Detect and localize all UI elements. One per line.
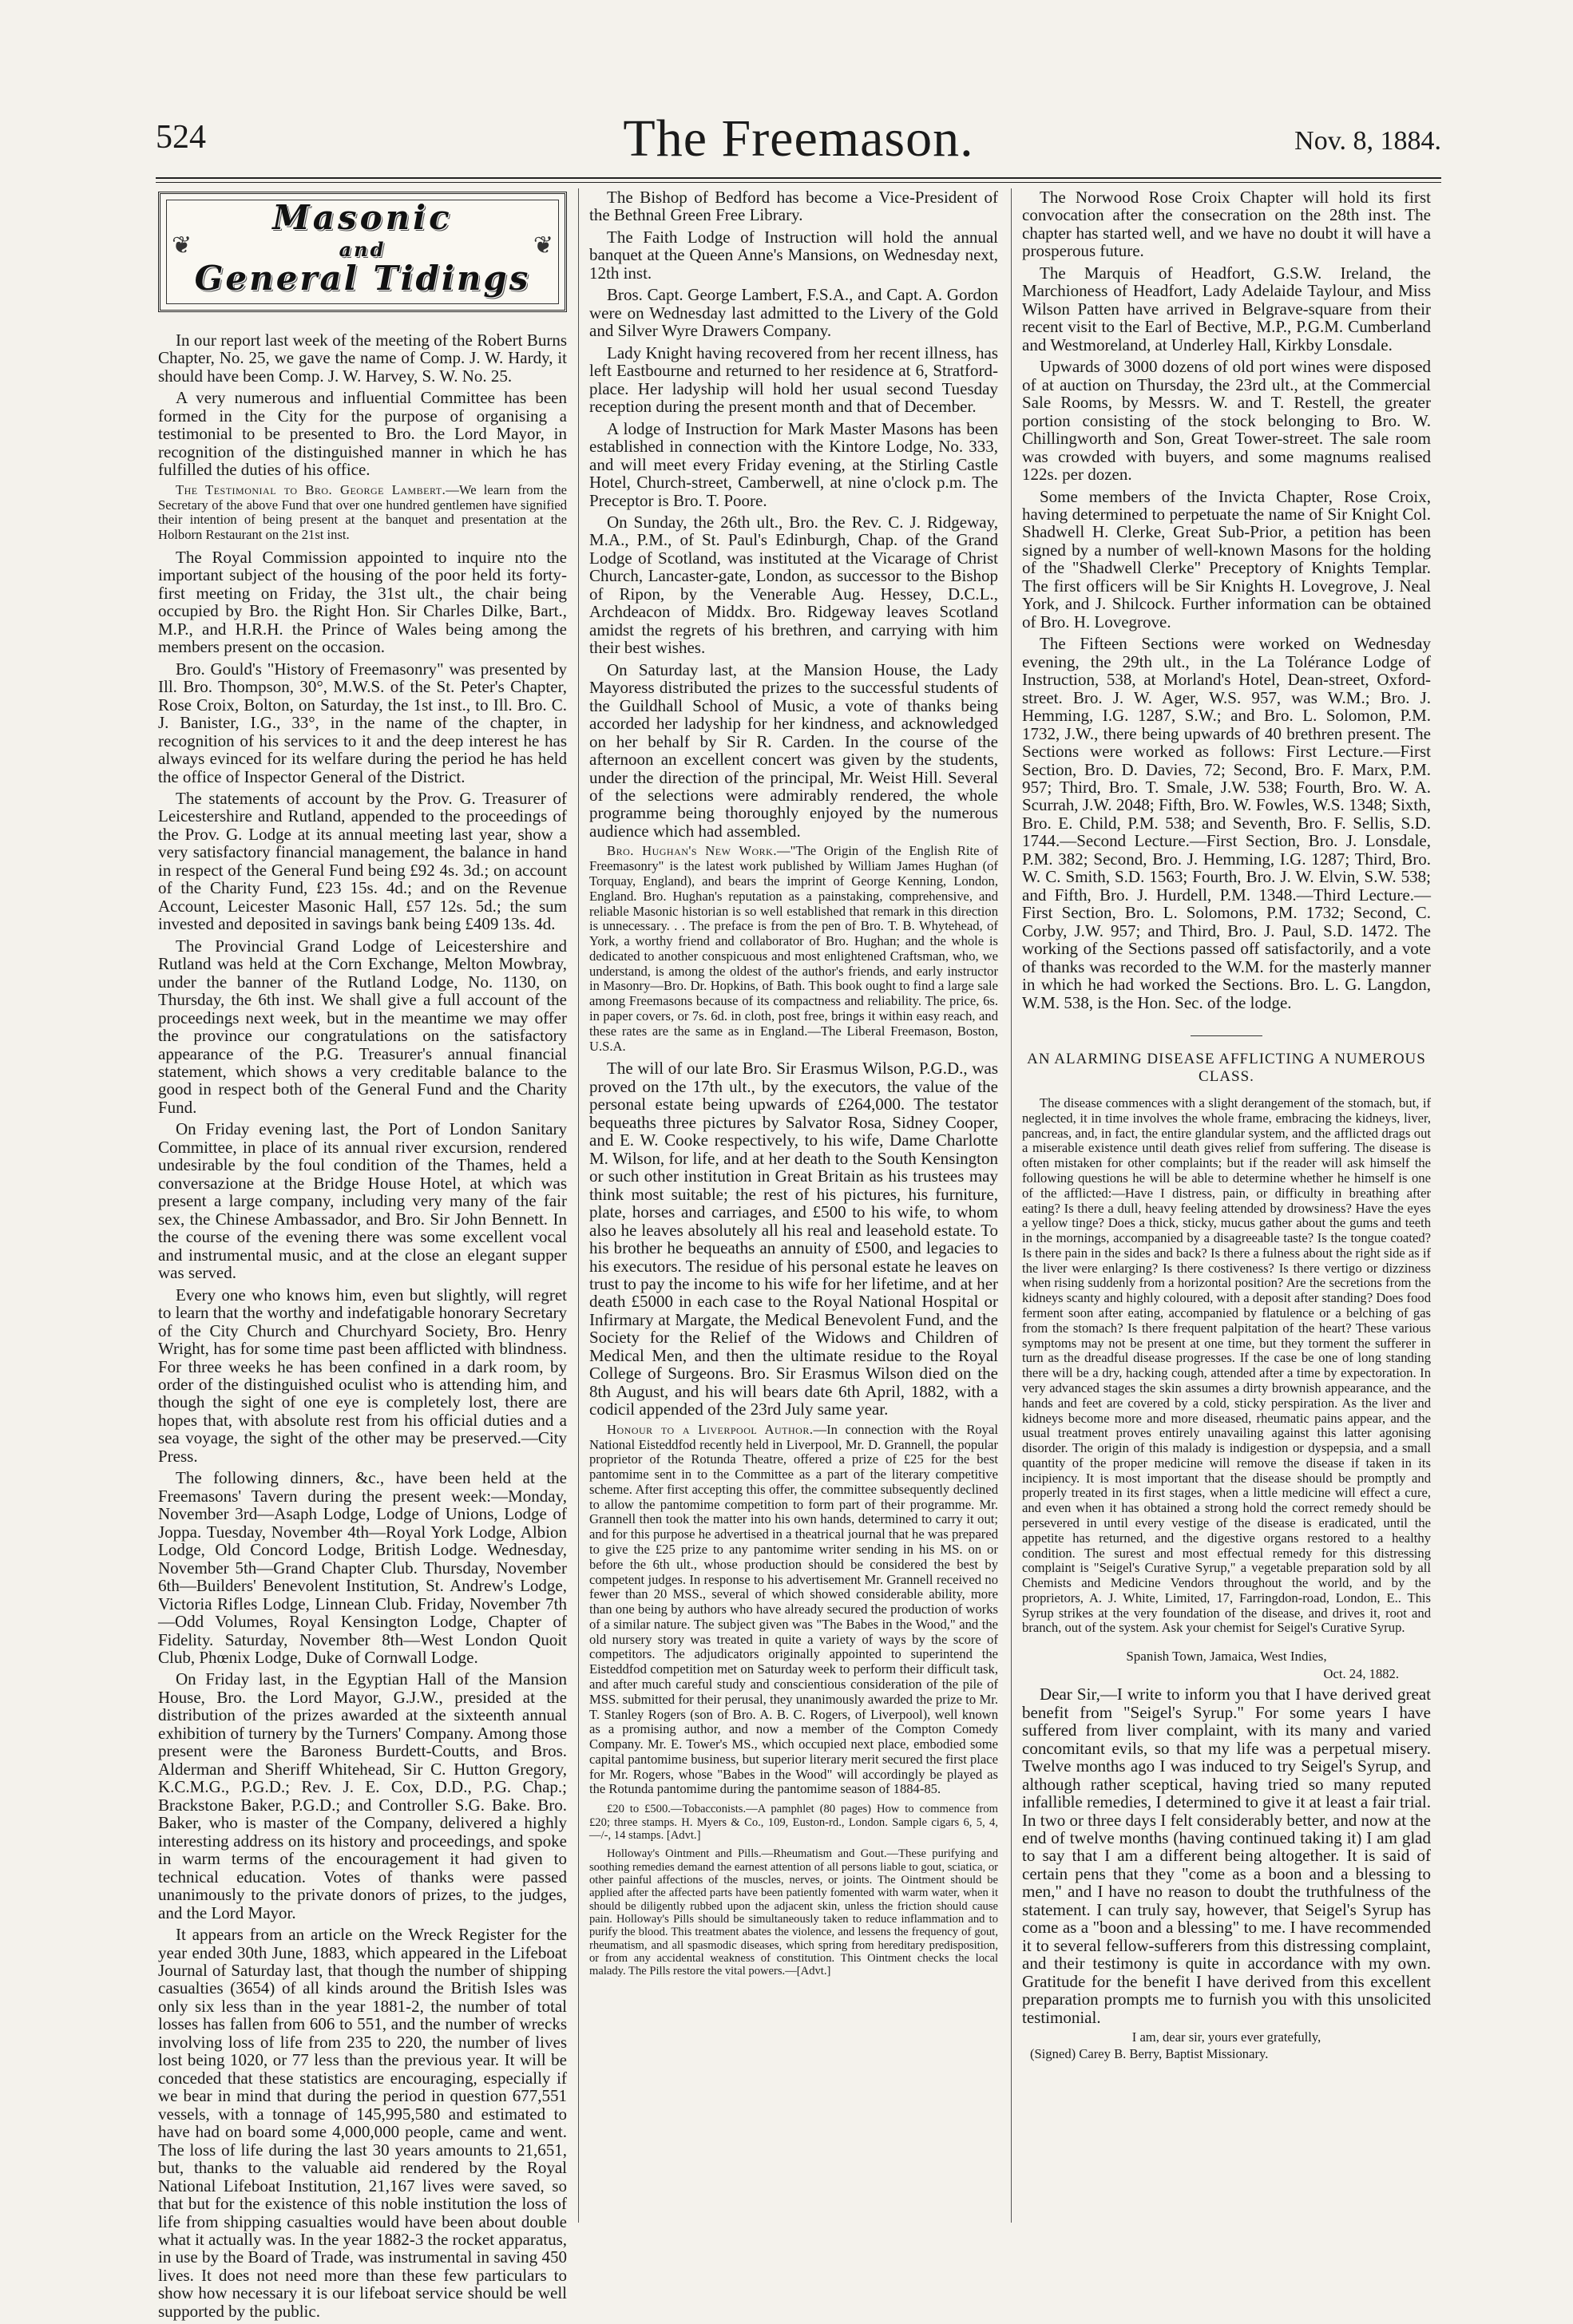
- article-paragraph: [158, 483, 567, 543]
- article-paragraph: The Royal Commission appointed to inquire nto the important subject of the housing of the poor held its forty-first meeting on Friday, the 31st ult., the chair being occupied by Bro. the Right Hon. Sir Charles Dilke, Bart., M.P., and H.R.H. the Prince of Wales being among the members present on the occasion.: [158, 547, 567, 657]
- article-paragraph: The Fifteen Sections were worked on Wednesday evening, the 29th ult., in the La Tolérance Lodge of Instruction, 538, at Morland's Hotel, Dean-street, Oxford-street. Bro. J. W. Ager, W.S. 957, was W.M.; Bro. J. Hemming, I.G. 1287, S.W.; and Bro. L. Solomon, P.M. 1732, J.W., there being upwards of 40 brethren present. The Sections were worked as follows: First Lecture.—First Section, Bro. D. Davies, 72; Second, Bro. F. Marx, P.M. 957; Third, Bro. T. Smale, J.W. 538; Fourth, Bro. W. A. Scurrah, J.W. 2048; Fifth, Bro. W. Fowles, W.S. 1348; Sixth, Bro. E. Child, P.M. 538; and Seventh, Bro. F. Sellis, S.D. 1744.—Second Lecture.—First Section, Bro. J. Lonsdale, P.M. 382; Second, Bro. J. Hemming, I.G. 1287; Third, Bro. W. C. Smith, S.D. 1563; Fourth, Bro. J. W. Elvin, S.W. 538; and Fifth, Bro. J. Hurdell, P.M. 1348.—Third Lecture.—First Section, Bro. L. Solomons, P.M. 1732; Second, C. Corby, J.W. 957; and Third, Bro. J. Paul, S.D. 1472. The working of the Sections passed off satisfactorily, and a vote of thanks was recorded to the W.M. for the masterly manner in which he had worked the Sections. Bro. L. G. Langdon, W.M. 538, is the Hon. Sec. of the lodge.: [1022, 634, 1431, 1012]
- newspaper-title: The Freemason.: [623, 109, 974, 168]
- column-divider: [1011, 188, 1012, 2223]
- heading-word-and: and: [339, 238, 386, 261]
- letter-body: Dear Sir,—I write to inform you that I have derived great benefit from "Seigel's Syrup." For some years I have suffered from liver complaint, with its many and varied concomitant evils, so that my life was a perpetual misery. Twelve months ago I was induced to try Seigel's Syrup, and although rather sceptical, having tried so many reputed infallible remedies, I determined to give it at least a fair trial. In two or three days I felt considerably better, and now at the end of twelve months (having continued taking it) I am glad to say that I am a different being altogether. It is said of certain pens that they "come as a boon and a blessing to men," and I have no reason to doubt the truthfulness of the statement. I can truly say, however, that Seigel's Syrup has come as a "boon and a blessing" to me. I have recommended it to several fellow-sufferers from this distressing complaint, and their testimony is quite in accordance with my own. Gratitude for the benefit I have derived from this excellent preparation prompts me to furnish you with this unsolicited testimonial.: [1022, 1685, 1431, 2027]
- article-paragraph: The Faith Lodge of Instruction will hold the annual banquet at the Queen Anne's Mansions, on Wednesday next, 12th inst.: [589, 227, 998, 283]
- advertisement-title: AN ALARMING DISEASE AFFLICTING A NUMEROUS CLASS.: [1027, 1051, 1426, 1085]
- article-paragraph: The Marquis of Headfort, G.S.W. Ireland, the Marchioness of Headfort, Lady Adelaide Taylour, and Miss Wilson Patten have arrived in Belgrave-square from their recent visit to the Earl of Bective, M.P., P.G.M. Cumberland and Westmoreland, at Underley Hall, Kirkby Lonsdale.: [1022, 263, 1431, 354]
- letter-date: Oct. 24, 1882.: [1323, 1666, 1399, 1682]
- article-paragraph: The following dinners, &c., have been held at the Freemasons' Tavern during the present week:—Monday, November 3rd—Asaph Lodge, Lodge of Unions, Lodge of Joppa. Tuesday, November 4th—Royal York Lodge, Albion Lodge, Old Concord Lodge, British Lodge. Wednesday, November 5th—Grand Chapter Club. Thursday, November 6th—Builders' Benevolent Institution, St. Andrew's Lodge, Victoria Rifles Lodge, Linnean Club. Friday, November 7th—Odd Volumes, Royal Kensington Lodge, Chapter of Fidelity. Saturday, November 8th—West London Quoit Club, Phœnix Lodge, Duke of Cornwall Lodge.: [158, 1468, 567, 1667]
- masthead-rule-thin: [156, 182, 1441, 183]
- heading-word-general-tidings: General Tidings: [194, 259, 531, 298]
- article-paragraph: Every one who knows him, even but slightly, will regret to learn that the worthy and indefatigable honorary Secretary of the City Church and Churchyard Society, Bro. Henry Wright, has for some time past been afflicted with blindness. For three weeks he has been confined in a dark room, by order of the distinguished oculist who is attending him, and though the sight of one eye is completely lost, there are hopes that, with absolute rest from his official duties and a sea voyage, the sight of the other may be preserved.—City Press.: [158, 1285, 567, 1466]
- article-text: —We learn from the Secretary of the above Fund that over one hundred gentlemen have signified their intention of being present at the banquet and presentation at the Holborn Restaurant on the 21st inst.: [158, 481, 567, 543]
- ornament-icon: ❦: [533, 232, 553, 259]
- article-paragraph: The Norwood Rose Croix Chapter will hold its first convocation after the consecration on the 28th inst. The chapter has started well, and we have no doubt it will have a prosperous future.: [1022, 188, 1431, 261]
- advertisement: Holloway's Ointment and Pills.—Rheumatism and Gout.—These purifying and soothing remedies demand the earnest attention of all persons liable to gout, sciatica, or other painful affections of the muscles, nerves, or joints. The Ointment should be applied after the affected parts have been patiently fomented with warm water, when it should be diligently rubbed upon the adjacent skin, unless the friction should cause pain. Holloway's Pills should be simultaneously taken to reduce inflammation and to purify the blood. This treatment abates the violence, and lessens the frequency of gout, rheumatism, and all spasmodic diseases, which spring from hereditary predisposition, or from any accidental weakness of constitution. This Ointment checks the local malady. The Pills restore the vital powers.—[Advt.]: [589, 1847, 998, 1978]
- article-paragraph: On Saturday last, at the Mansion House, the Lady Mayoress distributed the prizes to the successful students of the Guildhall School of Music, a vote of thanks being accorded her ladyship for her kindness, and acknowledged on her behalf by Sir R. Carden. In the course of the afternoon an excellent concert was given by the students, under the direction of the principal, Mr. Weist Hill. Several of the selections were admirably rendered, the whole programme being thoroughly enjoyed by the numerous audience which had assembled.: [589, 659, 998, 841]
- column-left: [158, 188, 567, 2324]
- article-paragraph: On Friday evening last, the Port of London Sanitary Committee, in place of its annual river excursion, rendered undesirable by the foul condition of the Thames, held a conversazione at the Bridge House Hotel, at which was present a large company, including very many of the fair sex, the Chinese Ambassador, and Bro. Sir John Bennett. In the course of the evening there was some excellent vocal and instrumental music, and at the close an elegant supper was served.: [158, 1119, 567, 1283]
- letter-signature: (Signed) Carey B. Berry, Baptist Missionary.: [1030, 2045, 1269, 2061]
- article-paragraph: The Provincial Grand Lodge of Leicestershire and Rutland was held at the Corn Exchange, Melton Mowbray, under the banner of the Rutland Lodge, No. 1130, on Thursday, the 6th inst. We shall give a full account of the proceedings next week, but in the meantime we may offer the province our congratulations on the satisfactory appearance of the P.G. Treasurer's annual financial statement, which shows a very creditable balance to the good in respect both of the General Fund and the Charity Fund.: [158, 936, 567, 1117]
- article-paragraph: A very numerous and influential Committee has been formed in the City for the purpose of organising a testimonial to be presented to Bro. the Lord Mayor, in recognition of the distinguished manner in which he has fulfilled the duties of his office.: [158, 388, 567, 480]
- heading-word-masonic: Masonic: [272, 198, 453, 237]
- article-paragraph: On Sunday, the 26th ult., Bro. the Rev. C. J. Ridgeway, M.A., P.M., of St. Paul's Edinburgh, Chap. of the Grand Lodge of Scotland, was instituted at the Vicarage of Christ Church, Lancaster-gate, London, as successor to the Bishop of Ripon, by the Venerable Aug. Hessey, D.C.L., Archdeacon of Middx. Bro. Ridgeway leaves Scotland amidst the regrets of his brethren, and carrying with him their best wishes.: [589, 512, 998, 658]
- article-paragraph: It appears from an article on the Wreck Register for the year ended 30th June, 1883, which appeared in the Lifeboat Journal of Saturday last, that though the number of shipping casualties (3654) of all kinds around the British Isles was only six less than in the year 1881-2, the number of total losses has fallen from 606 to 551, and the number of wrecks involving loss of life from 235 to 220, the number of lives lost being 1020, or 77 less than the previous year. It will be conceded that these statistics are encouraging, especially if we bear in mind that during the period in question 677,551 vessels, with a tonnage of 145,995,580 and estimated to have had on board some 4,000,000 people, came and went. The loss of life during the last 30 years amounts to 21,651, but, thanks to the valuable aid rendered by the Royal National Lifeboat Institution, 21,167 lives were saved, so that but for the existence of this noble institution the loss of life from shipping casualties would have been about double what it actually was. In the year 1882-3 the rocket apparatus, in use by the Board of Trade, was instrumental in saving 450 lives. It does not need more than these few particulars to show how necessary it is our lifeboat service should be well supported by the public.: [158, 1925, 567, 2321]
- article-text: —"The Origin of the English Rite of Freemasonry" is the latest work published by William James Hughan (of Torquay, England), and bears the imprint of George Kenning, London, England. Bro. Hughan's reputation as a painstaking, comprehensive, and reliable Masonic historian is so well established that remark in this direction is unnecessary. . . The preface is from the pen of Bro. T. B. Whytehead, of York, a worthy friend and collaborator of Bro. Hughan; and the whole is dedicated to another conspicuous and most enlightened Craftsman, who, we understand, is among the oldest of the author's friends, and early instructor in Masonry—Bro. Dr. Hopkins, of Bath. This book ought to find a large sale among Freemasons because of its compactness and reliability. The price, 6s. in paper covers, or 7s. 6d. in cloth, post free, brings it within easy reach, and these rates are the same as in England.—The Liberal Freemason, Boston, U.S.A.: [589, 843, 999, 1054]
- article-paragraph: [589, 844, 998, 1054]
- article-paragraph: Upwards of 3000 dozens of old port wines were disposed of at auction on Thursday, the 23rd ult., at the Commercial Sale Rooms, by Messrs. W. and T. Restell, the greater portion consisting of the stock belonging to Bro. W. Chillingworth and Son, Great Tower-street. The sale room was crowded with buyers, and some magnums realised 122s. per dozen.: [1022, 357, 1431, 485]
- article-paragraph: The Bishop of Bedford has become a Vice-President of the Bethnal Green Free Library.: [589, 188, 998, 225]
- column-middle: [589, 188, 998, 1984]
- masonic-general-tidings-heading: [158, 192, 567, 312]
- letter-dateline: Spanish Town, Jamaica, West Indies,: [1126, 1649, 1327, 1665]
- article-paragraph: Lady Knight having recovered from her recent illness, has left Eastbourne and returned to her residence at 6, Stratford-place. Her ladyship will hold her usual second Tuesday reception during the present month and that of December.: [589, 342, 998, 417]
- article-paragraph: Bros. Capt. George Lambert, F.S.A., and Capt. A. Gordon were on Wednesday last admitted to the Livery of the Gold and Silver Wyre Drawers Company.: [589, 285, 998, 341]
- advertisement-paragraph: The disease commences with a slight derangement of the stomach, but, if neglected, it in time involves the whole frame, embracing the kidneys, liver, pancreas, and, in fact, the entire glandular system, and the afflicted drags out a miserable existence until death gives relief from suffering. The disease is often mistaken for other complaints; but if the reader will ask himself the following questions he will be able to determine whether he himself is one of the afflicted:—Have I distress, pain, or difficulty in breathing after eating? Is there a dull, heavy feeling attended by drowsiness? Have the eyes a yellow tinge? Does a thick, sticky, mucus gather about the gums and teeth in the mornings, accompanied by a disagreeable taste? Is the tongue coated? Is there pain in the sides and back? Is there a fulness about the right side as if the liver were enlarging? Is there costiveness? Is there vertigo or dizziness when rising suddenly from a horizontal position? Are the secretions from the kidneys scanty and highly coloured, with a deposit after standing? Does food ferment soon after eating, accompanied by flatulence or a belching of gas from the stomach? Is there frequent palpitation of the heart? These various symptoms may not be present at one time, but they torment the sufferer in turn as the dreadful disease progresses. If the case be one of long standing there will be a dry, hacking cough, attended after a time by expectoration. In very advanced stages the skin assumes a dirty brownish appearance, and the hands and feet are covered by a cold, sticky perspiration. As the liver and kidneys become more and more diseased, rheumatic pains appear, and the usual treatment proves entirely unavailing against this latter agonising disorder. The origin of this malady is indigestion or dyspepsia, and a small quantity of the proper medicine will remove the disease if taken in its incipiency. It is most important that the disease should be promptly and properly treated in its first stages, when a little medicine will effect a cure, and even when it has obtained a strong hold the correct remedy should be persevered in until every vestige of the disease is eradicated, until the appetite has returned, and the digestive organs restored to a healthy condition. The surest and most effectual remedy for this distressing complaint is "Seigel's Curative Syrup," a vegetable preparation sold by all Chemists and Medicine Vendors throughout the world, and by the proprietors, A. J. White, Limited, 17, Farringdon-road, London, E.. This Syrup strikes at the very foundation of the disease, and drives it, root and branch, out of the system. Ask your chemist for Seigel's Curative Syrup.: [1022, 1095, 1431, 1636]
- article-paragraph: A lodge of Instruction for Mark Master Masons has been established in connection with the Kintore Lodge, No. 333, and will meet every Friday evening, at the Stirling Castle Hotel, Church-street, Camberwell, at nine o'clock p.m. The Preceptor is Bro. T. Poore.: [589, 418, 998, 510]
- article-run-in-head: The Testimonial to Bro. George Lambert.: [176, 481, 446, 497]
- article-run-in-head: Honour to a Liverpool Author.: [607, 1421, 814, 1437]
- page-number: 524: [156, 119, 206, 156]
- advertisement-heading: [1022, 1035, 1431, 1085]
- letter-closing: I am, dear sir, yours ever gratefully,: [1131, 2029, 1321, 2045]
- article-paragraph: The statements of account by the Prov. G. Treasurer of Leicestershire and Rutland, appended to the proceedings of the Prov. G. Lodge at its annual meeting last year, show a very satisfactory financial management, the balance in hand in respect of the General Fund being £92 4s. 3d.; on account of the Charity Fund, £23 15s. 4d.; and on the Revenue Account, Leicester Masonic Hall, £57 12s. 5d.; the sum invested and deposited in savings bank being £409 13s. 4d.: [158, 788, 567, 934]
- article-paragraph: The will of our late Bro. Sir Erasmus Wilson, P.G.D., was proved on the 17th ult., by the executors, the value of the personal estate being upwards of £264,000. The testator bequeaths three pictures by Salvator Rosa, Sidney Cooper, and E. W. Cooke respectively, to his wife, Dame Charlotte M. Wilson, for life, and at her death to the South Kensington or such other institution in Great Britain as his trustees may think most suitable; the rest of his pictures, his furniture, plate, horses and carriages, and £500 to his wife, to whom also he leaves absolutely all his real and leasehold estate. To his brother he bequeaths an annuity of £500, and legacies to his executors. The residue of his personal estate he leaves on trust to pay the income to his wife for her lifetime, and at her death £5000 in each case to the Royal National Hospital or Infirmary at Margate, the Medical Benevolent Fund, and the Society for the Relief of the Widows and Children of Medical Men, and then the ultimate residue to the Royal College of Surgeons. Bro. Sir Erasmus Wilson died on the 8th August, and his will bears date 6th April, 1882, with a codicil appended of the 23rd July same year.: [589, 1059, 999, 1419]
- article-paragraph: In our report last week of the meeting of the Robert Burns Chapter, No. 25, we gave the name of Comp. J. W. Hardy, it should have been Comp. J. W. Harvey, S. W. No. 25.: [158, 331, 567, 386]
- article-paragraph: [589, 1423, 998, 1798]
- ornament-icon: ❦: [172, 232, 192, 259]
- article-text: —In connection with the Royal National Eisteddfod recently held in Liverpool, Mr. D. Grannell, the popular proprietor of the Rotunda Theatre, offered a prize of £25 for the best pantomime sent in to the Committee as a part of the literary competitive scheme. After first accepting this offer, the committee subsequently declined to allow the pantomime competition to form part of their programme. Mr. Grannell then took the matter into his own hands, determined to carry it out; and for this purpose he advertised in a theatrical journal that he was prepared to give the £25 prize to any pantomime writer sending in his MS. on or before the 6th ult., whose production should be considered the best by competent judges. In response to his advertisement Mr. Grannell received no fewer than 20 MSS., several of which showed considerable ability, more than one being by authors who have already secured the production of works of a similar nature. The subject given was "The Babes in the Wood," and the old nursery story was treated in quite a variety of ways by the score of competitors. The adjudicators originally appointed to superintend the Eisteddfod competition met on Saturday week to perform their difficult task, and after much careful study and conscientious consideration of the pile of MSS. submitted for their perusal, they unanimously awarded the prize to Mr. T. Stanley Rogers (son of Bro. A. B. C. Rogers, of Liverpool), well known as a promising author, and now a member of the Compton Comedy Company. Mr. E. Tower's MS., which occupied next place, embodied some capital pantomime business, but superior literary merit secured the first place for Mr. Rogers, whose "Babes in the Wood" will accordingly be played as the Rotunda pantomime during the pantomime season of 1884-85.: [589, 1421, 998, 1797]
- advertisement: £20 to £500.—Tobacconists.—A pamphlet (80 pages) How to commence from £20; three stamps. H. Myers & Co., 109, Euston-rd., London. Sample cigars 6, 5, 4,—/-, 14 stamps. [Advt.]: [589, 1803, 998, 1842]
- masthead: [156, 109, 1441, 174]
- article-paragraph: On Friday last, in the Egyptian Hall of the Mansion House, Bro. the Lord Mayor, G.J.W., presided at the distribution of the prizes awarded at the sixteenth annual exhibition of turnery by the Turners' Company. Among those present were the Baroness Burdett-Coutts, and Bros. Alderman and Sheriff Whitehead, Sir C. Hutton Gregory, K.C.M.G., P.G.D.; Rev. J. E. Cox, D.D., P.G. Chap.; Brackstone Baker, P.G.D.; and Controller S.G. Bake. Bro. Baker, who is master of the Company, delivered a highly interesting address on its history and proceedings, and spoke in warm terms of the encouragement it had given to technical education. Votes of thanks were passed unanimously to the private donors of prizes, to the judges, and the Lord Mayor.: [158, 1669, 567, 1922]
- column-right: [1022, 188, 1431, 2068]
- article-paragraph: Some members of the Invicta Chapter, Rose Croix, having determined to perpetuate the name of Sir Knight Col. Shadwell H. Clerke, Great Sub-Prior, a petition has been signed by a number of well-known Masons for the holding of the "Shadwell Clerke" Preceptory of Knights Templar. The first officers will be Sir Knights H. Lovegrove, J. Neal York, and J. Shilcock. Further information can be obtained of Bro. H. Lovegrove.: [1022, 486, 1431, 631]
- article-run-in-head: Bro. Hughan's New Work.: [607, 843, 777, 859]
- column-divider: [578, 188, 579, 2223]
- section-rule: [1191, 1035, 1262, 1036]
- masthead-rule: [156, 177, 1441, 179]
- article-paragraph: Bro. Gould's "History of Freemasonry" was presented by Ill. Bro. Thompson, 30°, M.W.S. of the St. Peter's Chapter, Rose Croix, Bolton, on Saturday, the 1st inst., to Ill. Bro. C. J. Banister, I.G., 33°, in the name of the chapter, in recognition of his services to it and the deep interest he has always evinced for its welfare during the period he has held the office of Inspector General of the District.: [158, 659, 567, 786]
- issue-date: Nov. 8, 1884.: [1294, 126, 1441, 156]
